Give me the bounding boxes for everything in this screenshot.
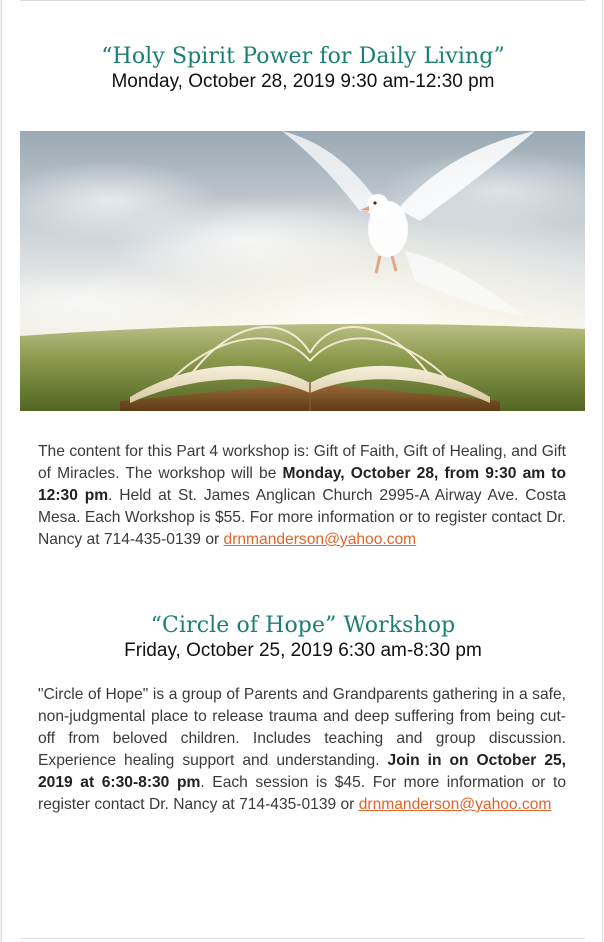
- workshop-1-details: . Held at St. James Anglican Church 2995-A Airway Ave. Costa Mesa. Each Workshop is $55. For more information or to register contact Dr. Nancy at 714-435-0139 or: [38, 487, 566, 548]
- workshop-1-date: Monday, October 28, 2019 9:30 am-12:30 pm: [111, 71, 495, 92]
- workshop-2-description: [38, 684, 566, 816]
- workshop-1-description: [38, 441, 566, 551]
- bottom-divider: [20, 938, 585, 939]
- workshop-1-title: “Holy Spirit Power for Daily Living”: [101, 44, 505, 69]
- workshop-2-details: . Each session is $45. For more information or to register contact Dr. Nancy at 714-435-0139 or: [38, 774, 567, 813]
- newsletter-card: [1, 0, 603, 942]
- workshop-1-email-link[interactable]: drnmanderson@yahoo.com: [223, 531, 417, 548]
- dove-book-image: [20, 131, 585, 411]
- workshop-2-when: Join in on October 25, 2019 at 6:30-8:30 pm: [38, 752, 566, 791]
- top-divider: [20, 0, 585, 1]
- workshop-1-text: The content for this Part 4 workshop is: Gift of Faith, Gift of Healing, and Gift of Miracles. The workshop will be: [38, 443, 566, 482]
- workshop-2-title: “Circle of Hope” Workshop: [150, 613, 456, 638]
- workshop-2-email-link[interactable]: drnmanderson@yahoo.com: [358, 796, 552, 813]
- workshop-1-when: Monday, October 28, from 9:30 am to 12:30 pm: [38, 465, 566, 504]
- workshop-2-date: Friday, October 25, 2019 6:30 am-8:30 pm: [124, 640, 482, 661]
- workshop-2-text: "Circle of Hope" is a group of Parents and Grandparents gathering in a safe, non-judgmental place to release trauma and deep suffering from being cut-off from beloved children. Includes teaching and group discussion. Experience healing support and understanding.: [38, 686, 566, 769]
